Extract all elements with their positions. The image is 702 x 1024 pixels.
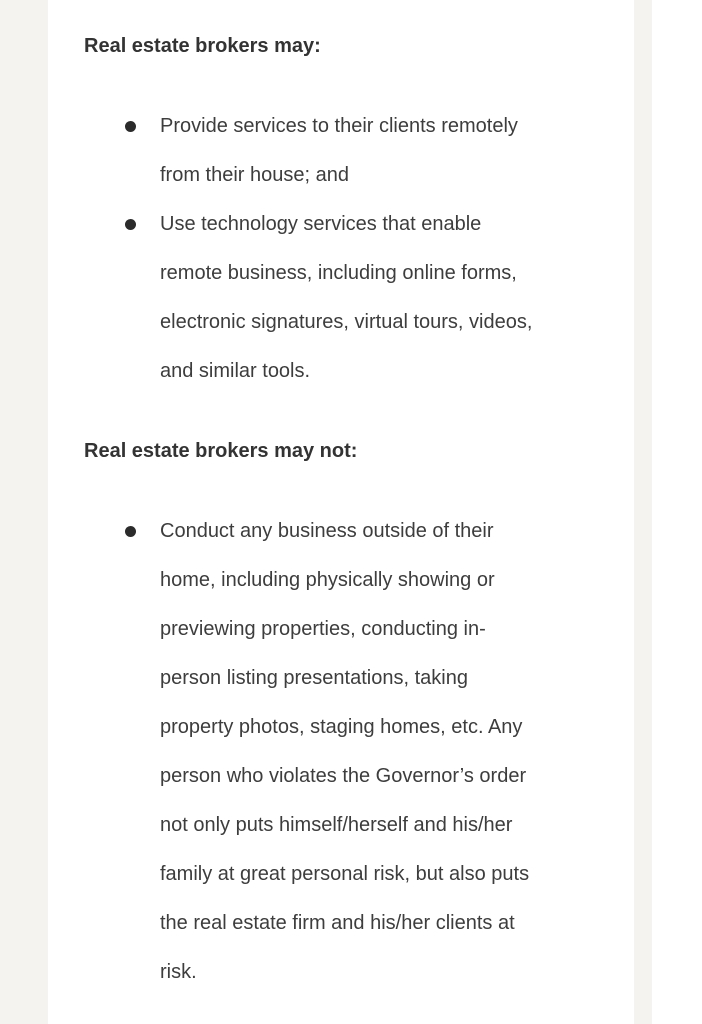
bullet-icon <box>125 219 136 230</box>
list-item-line: property photos, staging homes, etc. Any <box>160 716 523 738</box>
list-item <box>160 507 610 997</box>
list-item-line: the real estate firm and his/her clients at <box>160 912 515 934</box>
list-item <box>160 200 610 396</box>
list-item-line: family at great personal risk, but also puts <box>160 863 530 885</box>
section-heading-may-not: Real estate brokers may not: <box>84 440 358 462</box>
list-item-line: Conduct any business outside of their <box>160 520 494 542</box>
list-item-line: and similar tools. <box>160 360 311 382</box>
list-item-line: Use technology services that enable <box>160 213 482 235</box>
section-heading-may: Real estate brokers may: <box>84 35 321 57</box>
list-item-line: person listing presentations, taking <box>160 667 468 689</box>
right-margin-strip <box>652 0 702 1024</box>
list-item-line: Provide services to their clients remotely <box>160 115 518 137</box>
list-item-line: not only puts himself/herself and his/her <box>160 814 513 836</box>
bullet-icon <box>125 526 136 537</box>
list-item-line: previewing properties, conducting in- <box>160 618 486 640</box>
bullet-icon <box>125 121 136 132</box>
list-item-line: remote business, including online forms, <box>160 262 517 284</box>
list-item-line: person who violates the Governor’s order <box>160 765 527 787</box>
list-item-line: from their house; and <box>160 164 349 186</box>
list-item-line: risk. <box>160 961 197 983</box>
list-item-line: electronic signatures, virtual tours, videos, <box>160 311 533 333</box>
list-item-line: home, including physically showing or <box>160 569 495 591</box>
list-item <box>160 102 610 200</box>
